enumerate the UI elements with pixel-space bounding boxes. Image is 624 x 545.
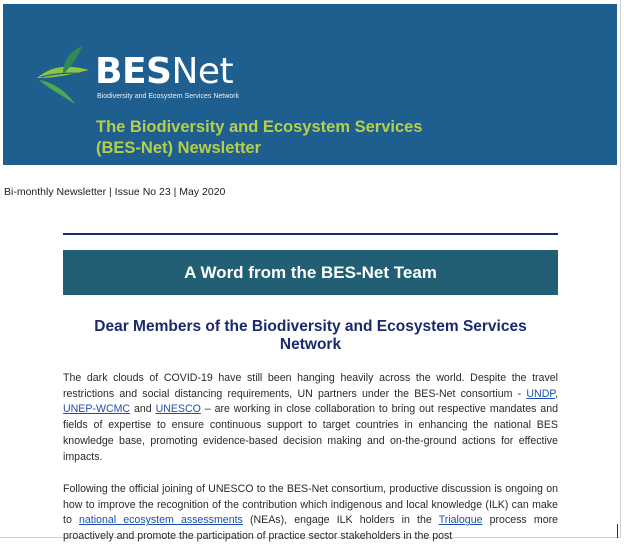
section-heading: A Word from the BES-Net Team [63,250,558,295]
logo-wordmark: BESNet [95,51,234,92]
paragraph-2: Following the official joining of UNESCO to the BES-Net consortium, productive discussion is ongoing on how to improve the recognition of the contribution which indigenous and local knowledge (ILK) can make to national ecosystem assessments (NEAs), engage ILK holders in the Trialogue process more proactively and promote the participation of practice sector stakeholders in the post [63,483,558,543]
paragraph-1: The dark clouds of COVID-19 have still been hanging heavily across the world. Despite the travel restrictions and social distancing requirements, UN partners under the BES-Net consortium - UNDP, UNEP-WCMC and UNESCO – are working in close collaboration to bring out respective mandates and fields of expertise to ensure continuous support to target countries in enhancing the national BES knowledge base, promoting evidence-based decision making and on-the-ground actions for effective impacts. [63,372,558,463]
undp-link[interactable]: UNDP [526,387,556,400]
nea-link[interactable]: national ecosystem assessments [78,514,243,527]
logo-tagline: Biodiversity and Ecosystem Services Network [97,93,239,100]
issue-info: Bi-monthly Newsletter | Issue No 23 | May 2020 [4,186,226,198]
unesco-link[interactable]: UNESCO [155,403,201,416]
trialogue-link[interactable]: Trialogue [438,514,483,527]
newsletter-title: The Biodiversity and Ecosystem Services (BES-Net) Newsletter [96,118,423,157]
divider [63,233,558,235]
unep-wcmc-link[interactable]: UNEP-WCMC [63,403,131,416]
greeting-heading: Dear Members of the Biodiversity and Ecosystem Services Network [94,318,527,353]
leaf-logo-icon [33,44,95,106]
text-cursor [617,524,618,538]
newsletter-banner [3,4,617,165]
